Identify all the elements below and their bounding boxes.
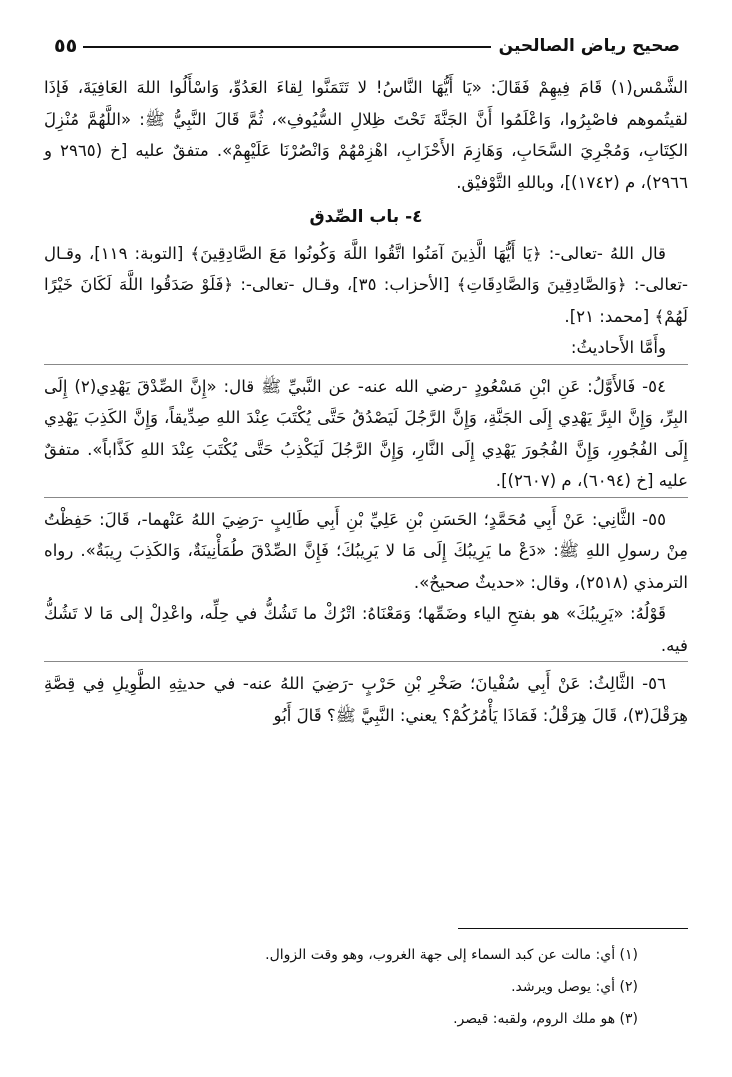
running-title: صحيح رياض الصالحين <box>491 36 688 56</box>
footnotes <box>44 928 688 1035</box>
paragraph-hadith-end: الشَّمْس(١) قَامَ فِيهِمْ فَقَالَ: «يَا أَيُّهَا النَّاسُ! لا تَتَمَنَّوا لِقاءَ العَدُوِّ، وَاسْأَلُوا اللهَ العَافِيَةَ، فَإذَا لقيتُموهم فاصْبِرُوا، وَاعْلَمُوا أَنَّ الجَنَّةَ تَحْتَ ظِلالِ السُّيُوفِ»، ثُمَّ قَالَ النَّبِيُّ ﷺ: «اللَّهُمَّ مُنْزِلَ الكِتَابِ، وَمُجْرِيَ السَّحَابِ، وَهَازِمَ الأَحْزَابِ، اهْزِمْهُمْ وَانْصُرْنَا عَلَيْهِمْ». متفقٌ عليه [خ (٢٩٦٥ و ٢٩٦٦)، م (١٧٤٢)]، وباللهِ التَّوْفيْق. <box>44 78 688 192</box>
footnote-2: (٢) أي: يوصل ويرشد. <box>511 979 638 995</box>
footnote-3: (٣) هو ملك الروم، ولقبه: قيصر. <box>453 1011 638 1027</box>
paragraph-hadith-54: ٥٤- فَالأَوَّلُ: عَنِ ابْنِ مَسْعُودٍ -رضي الله عنه- عن النَّبيِّ ﷺ قال: «إِنَّ الصِّدْقَ يَهْدِي(٢) إِلَى البِرِّ، وَإِنَّ البِرَّ يَهْدِي إِلَى الجَنَّةِ، وَإِنَّ الرَّجُلَ لَيَصْدُقُ حَتَّى يُكْتَبَ عِنْدَ اللهِ صِدِّيقاً، وَإِنَّ الكَذِبَ يَهْدِي إِلَى الفُجُورِ، وَإِنَّ الفُجُورَ يَهْدِي إِلَى النَّارِ، وَإِنَّ الرَّجُلَ لَيَكْذِبُ حَتَّى يُكْتَبَ عِنْدَ اللهِ كَذَّاباً». متفقٌ عليه [خ (٦٠٩٤)، م (٢٦٠٧)]. <box>44 364 688 497</box>
page-number: ٥٥ <box>44 35 83 57</box>
paragraph-hadith-56: ٥٦- الثَّالِثُ: عَنْ أَبِي سُفْيانَ؛ صَخْرِ بْنِ حَرْبٍ -رَضِيَ اللهُ عنه- في حديثِهِ الطَّوِيلِ فِي قِصَّةِ هِرَقْلَ(٣)، قَالَ هِرَقْلُ: فَمَاذَا يَأْمُرُكُمْ؟ يعني: النَّبِيَّ ﷺ؟ قَالَ أَبُو <box>44 661 688 731</box>
paragraph-explanation: قَوْلُهُ: «يَرِيبُكَ» هو بفتحِ الياء وضَمِّها؛ وَمَعْنَاهُ: اتْرُكْ ما تَشُكُّ في حِلِّه، واعْدِلْ إلى مَا لا تَشُكُّ فيه. <box>44 604 688 655</box>
footnote-1: (١) أي: مالت عن كبد السماء إلى جهة الغروب، وهو وقت الزوال. <box>265 947 638 963</box>
paragraph-hadiths-intro: وأَمَّا الأَحاديثُ: <box>570 338 666 357</box>
paragraph-quran-verses: قال اللهُ -تعالى-: ﴿يَا أَيُّهَا الَّذِينَ آمَنُوا اتَّقُوا اللَّهَ وَكُونُوا مَعَ الصَّادِقِينَ﴾ [التوبة: ١١٩]، وقـال -تعالى-: ﴿وَالصَّادِقِينَ وَالصَّادِقَاتِ﴾ [الأحزاب: ٣٥]، وقـال -تعالى-: ﴿فَلَوْ صَدَقُوا اللَّهَ لَكَانَ خَيْرًا لَهُمْ﴾ [محمد: ٢١]. <box>44 243 688 326</box>
book-page <box>44 22 688 1062</box>
page-header <box>44 22 688 58</box>
section-heading: ٤- باب الصِّدق <box>309 207 423 227</box>
page-body <box>44 72 688 731</box>
footnote-rule <box>458 928 688 929</box>
paragraph-hadith-55: ٥٥- الثَّانِي: عَنْ أَبِي مُحَمَّدٍ؛ الحَسَنِ بْنِ عَلِيِّ بْنِ أَبِي طَالِبٍ -رَضِيَ اللهُ عَنْهما-، قَالَ: حَفِظْتُ مِنْ رسولِ اللهِ ﷺ: «دَعْ ما يَرِيبُكَ إِلَى مَا لا يَرِيبُكَ؛ فَإِنَّ الصِّدْقَ طُمَأْنِينَةٌ، وَالكَذِبَ رِيبَةٌ». رواه الترمذي (٢٥١٨)، وقال: «حديثٌ صحيحٌ». <box>44 497 688 599</box>
